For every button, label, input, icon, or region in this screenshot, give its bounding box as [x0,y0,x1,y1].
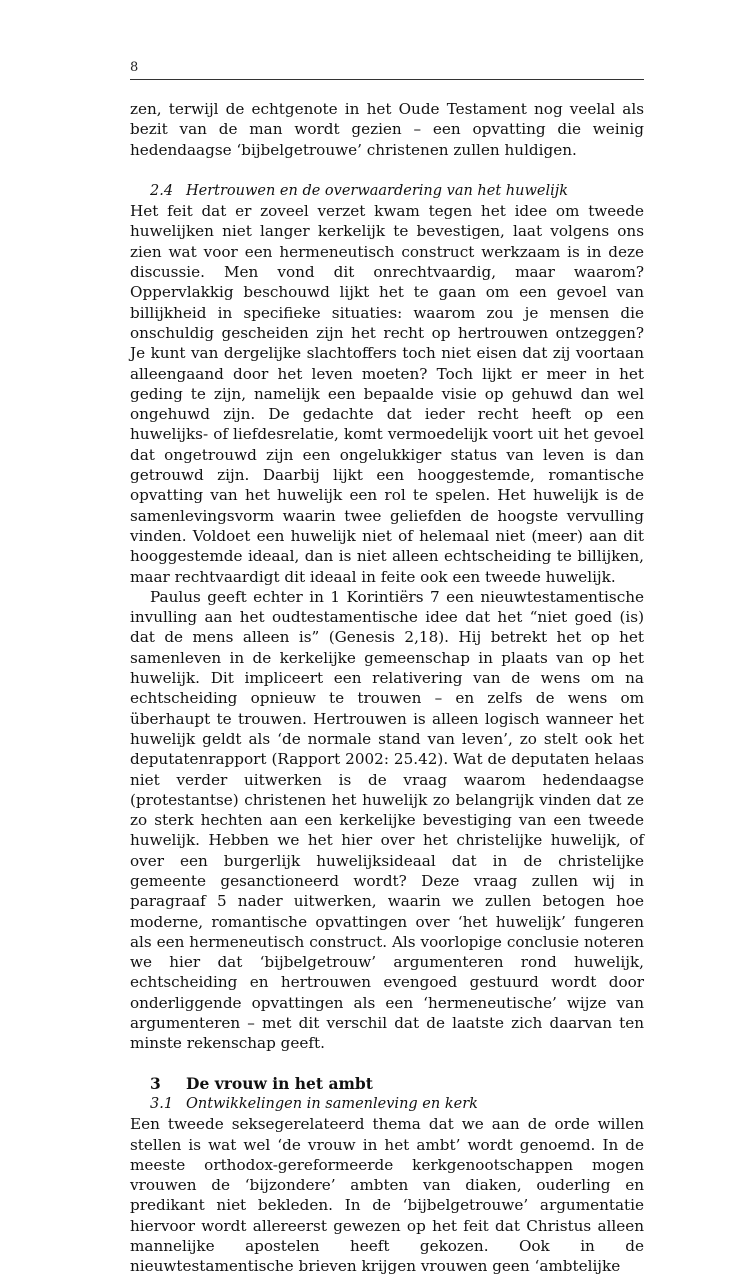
paragraph: Het feit dat er zoveel verzet kwam tegen het idee om tweede huwelijken niet langer kerkelijk te bevestigen, laat volgens ons zien wat voor een hermeneutisch construct werkzaam is in deze discussie. Men vond dit onrechtvaardig, maar waarom? Oppervlakkig beschouwd lijkt het te gaan om een gevoel van billijkheid in specifieke situaties: waarom zou je mensen die onschuldig gescheiden zijn het recht op hertrouwen ontzeggen? Je kunt van dergelijke slachtoffers toch niet eisen dat zij voortaan alleengaand door het leven moeten? Toch lijkt er meer in het geding te zijn, namelijk een bepaalde visie op gehuwd dan wel ongehuwd zijn. De gedachte dat ieder recht heeft op een huwelijks- of liefdesrelatie, komt vermoedelijk voort uit het gevoel dat ongetrouwd zijn een ongelukkiger status van leven is dan getrouwd zijn. Daarbij lijkt een hooggestemde, romantische opvatting van het huwelijk een rol te spelen. Het huwelijk is de samenlevingsvorm waarin twee geliefden de hoogste vervulling vinden. Voldoet een huwelijk niet of helemaal niet (meer) aan dit hooggestemde ideaal, dan is niet alleen echtscheiding te billijken, maar rechtvaardigt dit ideaal in feite ook een tweede huwelijk. [130,202,644,586]
subsection-number: 2.4 [150,182,174,199]
page-number: 8 [130,60,139,75]
subsection-heading-2-4 [130,181,644,201]
subsection-title: Ontwikkelingen in samenleving en kerk [186,1095,478,1112]
header-rule [130,79,644,80]
subsection-heading-3-1 [130,1094,644,1114]
subsection-title: Hertrouwen en de overwaardering van het huwelijk [186,182,569,199]
section-number: 3 [150,1073,161,1093]
section-title: De vrouw in het ambt [186,1073,373,1093]
subsection-number: 3.1 [150,1095,174,1112]
section-heading-3 [130,1074,644,1094]
paragraph-continuation: zen, terwijl de echtgenote in het Oude Testament nog veelal als bezit van de man wordt gezien – een opvatting die weinig hedendaagse ‘bijbelgetrouwe’ christenen zullen huldigen. [130,100,644,159]
paragraph: Een tweede seksegerelateerd thema dat we aan de orde willen stellen is wat wel ‘de vrouw in het ambt’ wordt genoemd. In de meeste orthodox-gereformeerde kerkgenootschappen mogen vrouwen de ‘bijzondere’ ambten van diaken, ouderling en predikant niet bekleden. In de ‘bijbelgetrouwe’ argumentatie hiervoor wordt allereerst gewezen op het feit dat Christus alleen mannelijke apostelen heeft gekozen. Ook in de nieuwtestamentische brieven krijgen vrouwen geen ‘ambtelijke [130,1115,644,1276]
paragraph: Paulus geeft echter in 1 Korintiërs 7 een nieuwtestamentische invulling aan het oudtestamentische idee dat het “niet goed (is) dat de mens alleen is” (Genesis 2,18). Hij betrekt het op het samenleven in de kerkelijke gemeenschap in plaats van op het huwelijk. Dit impliceert een relativering van de wens om na echtscheiding opnieuw te trouwen – en zelfs de wens om überhaupt te trouwen. Hertrouwen is alleen logisch wanneer het huwelijk geldt als ‘de normale stand van leven’, zo stelt ook het deputatenrapport (Rapport 2002: 25.42). Wat de deputaten helaas niet verder uitwerken is de vraag waarom hedendaagse (protestantse) christenen het huwelijk zo belangrijk vinden dat ze zo sterk hechten aan een kerkelijke bevestiging van een tweede huwelijk. Hebben we het hier over het christelijke huwelijk, of over een burgerlijk huwelijksideaal dat in de christelijke gemeente gesanctioneerd wordt? Deze vraag zullen wij in paragraaf 5 nader uitwerken, waarin we zullen betogen hoe moderne, romantische opvattingen over ‘het huwelijk’ fungeren als een hermeneutisch construct. Als voorlopige conclusie noteren we hier dat ‘bijbelgetrouw’ argumenteren rond huwelijk, echtscheiding en hertrouwen evengoed gestuurd wordt door onderliggende opvattingen als een ‘hermeneutische’ wijze van argumenteren – met dit verschil dat de laatste zich daarvan ten minste rekenschap geeft. [130,587,644,1053]
page-body [130,99,644,1277]
